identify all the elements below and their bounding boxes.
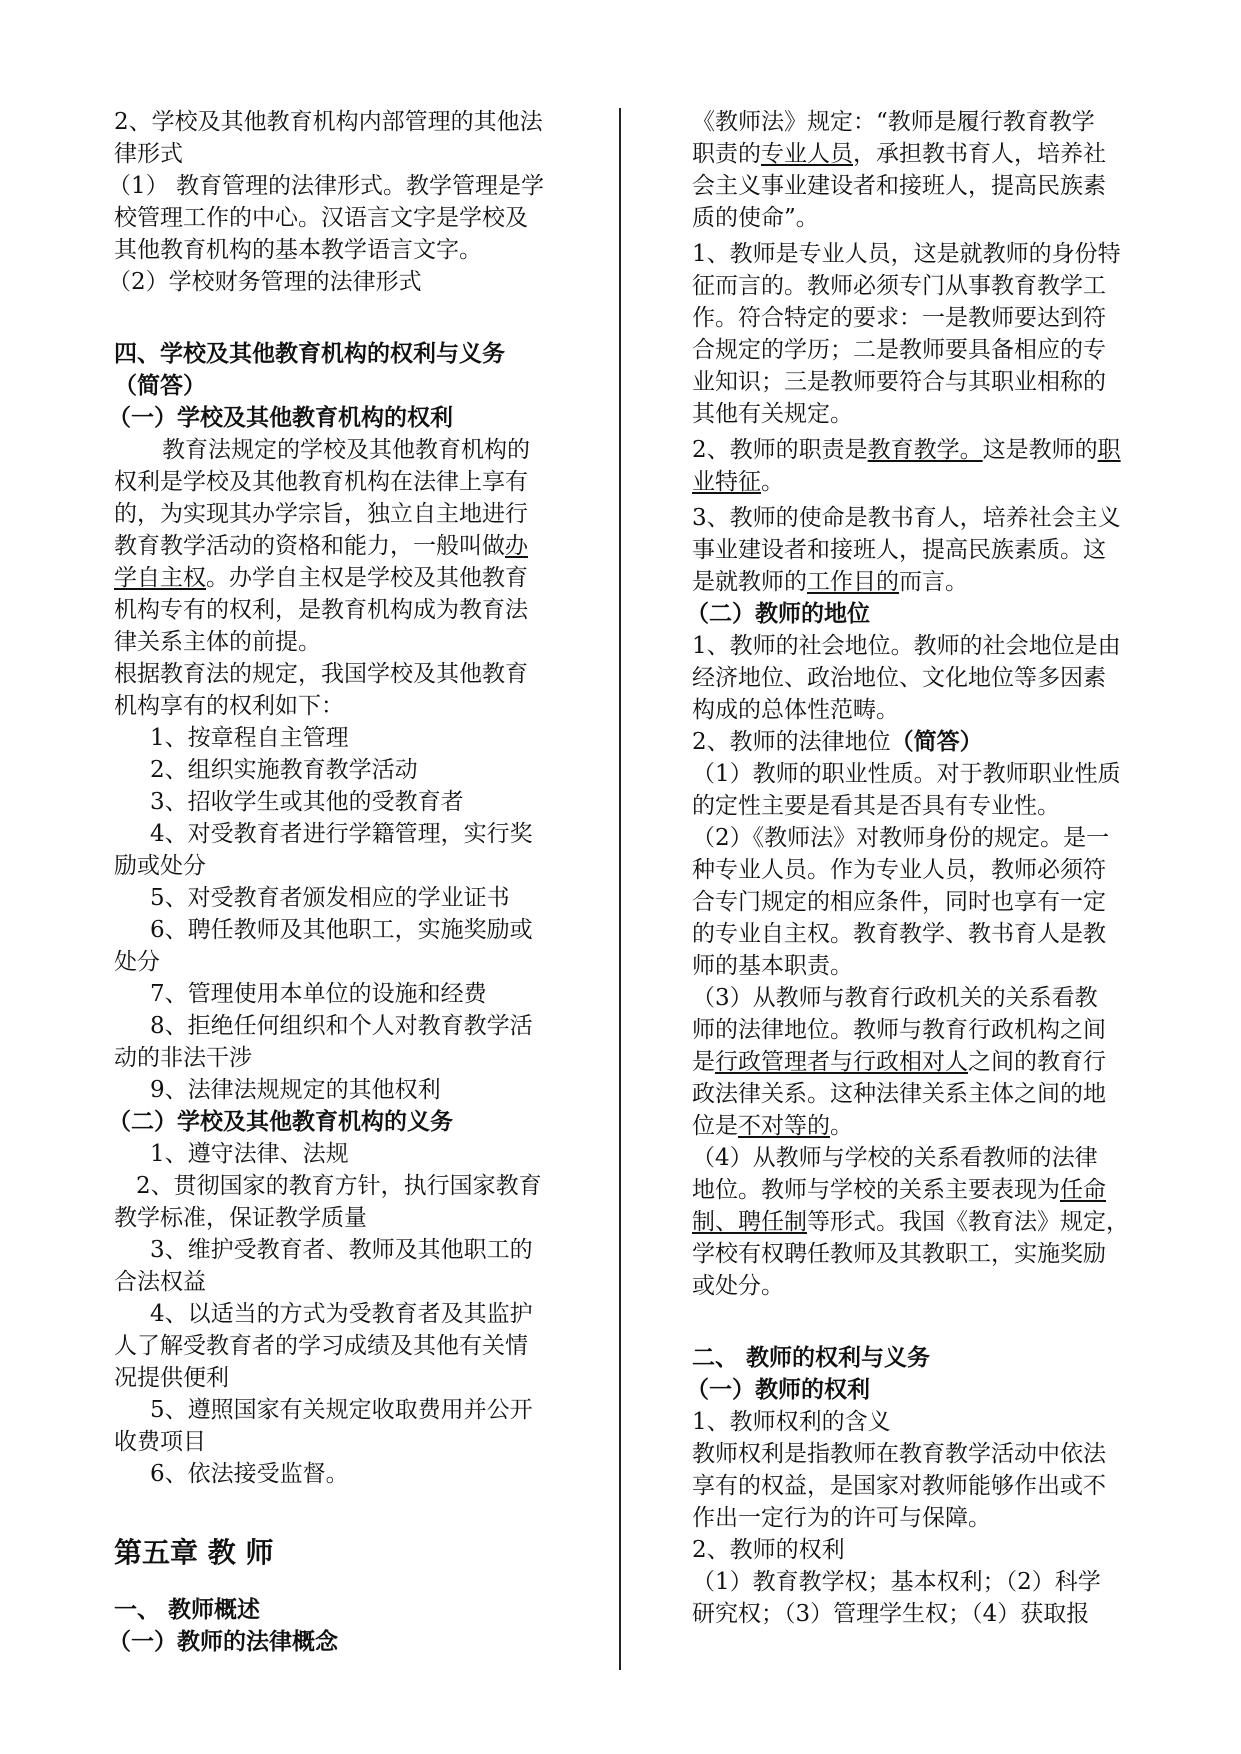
- text-segment: 6、依法接受监督。: [150, 1461, 349, 1487]
- text-line: [692, 138, 1106, 170]
- text-segment: 《教师法》规定：“教师是履行教育教学: [692, 109, 1095, 135]
- section-heading: [108, 1106, 453, 1138]
- text-segment: 3、招收学生或其他的受教育者: [150, 789, 464, 815]
- text-segment: （二）学校及其他教育机构的义务: [108, 1108, 453, 1135]
- section-heading: [108, 402, 453, 434]
- text-line: [114, 1362, 229, 1394]
- text-line: [136, 1170, 542, 1202]
- text-line: [150, 1394, 533, 1426]
- text-line: [692, 1566, 1101, 1598]
- text-line: [150, 722, 349, 754]
- text-segment: （1） 教育管理的法律形式。教学管理是学: [108, 173, 544, 199]
- text-line: [692, 886, 1106, 918]
- section-heading: [108, 1626, 338, 1658]
- text-segment: 人了解受教育者的学习成绩及其他有关情: [114, 1333, 528, 1359]
- text-line: [692, 982, 1098, 1014]
- text-segment: （2）学校财务管理的法律形式: [108, 269, 422, 295]
- text-segment: 学校有权聘任教师及其教职工，实施奖励: [692, 1241, 1106, 1267]
- text-segment: 1、教师的社会地位。教师的社会地位是由: [692, 633, 1121, 659]
- text-line: [692, 1270, 784, 1302]
- text-segment: 研究权；（3）管理学生权；（4）获取报: [692, 1601, 1090, 1627]
- text-segment: 3、教师的使命是教书育人，培养社会主义: [692, 505, 1121, 531]
- text-segment: 2、贯彻国家的教育方针，执行国家教育: [136, 1173, 542, 1199]
- text-segment: 教师权利是指教师在教育教学活动中依法: [692, 1441, 1106, 1467]
- text-segment: 合规定的学历；二是教师要具备相应的专: [692, 337, 1106, 363]
- text-segment: 权利是学校及其他教育机构在法律上享有: [114, 469, 528, 495]
- text-segment: 3、维护受教育者、教师及其他职工的: [150, 1237, 533, 1263]
- text-segment: 2、教师的权利: [692, 1537, 845, 1563]
- text-line: [692, 366, 1106, 398]
- text-segment: （简答）: [114, 372, 206, 399]
- text-segment: （4）从教师与学校的关系看教师的法律: [692, 1145, 1098, 1171]
- text-line: [692, 1470, 1106, 1502]
- text-segment: 律关系主体的前提。: [114, 629, 321, 655]
- text-segment: 师的基本职责。: [692, 953, 853, 979]
- text-line: [150, 1234, 533, 1266]
- section-heading: [692, 1342, 930, 1374]
- text-line: [150, 882, 510, 914]
- text-line: [114, 138, 183, 170]
- text-segment: （1）教师的职业性质。对于教师职业性质: [692, 761, 1121, 787]
- text-segment: （一）教师的法律概念: [108, 1628, 338, 1655]
- text-segment: 合专门规定的相应条件，同时也享有一定: [692, 889, 1106, 915]
- text-line: [692, 106, 1095, 138]
- text-segment: 经济地位、政治地位、文化地位等多因素: [692, 665, 1106, 691]
- text-segment: 2、学校及其他教育机构内部管理的其他法: [114, 109, 543, 135]
- text-line: [692, 1438, 1106, 1470]
- text-line: [108, 170, 544, 202]
- chapter-heading: [114, 1534, 274, 1572]
- text-line: [692, 1142, 1098, 1174]
- text-segment: 第五章 教 师: [114, 1536, 274, 1569]
- text-line: [692, 170, 1106, 202]
- underlined-term: 工作目的: [807, 569, 899, 595]
- text-line: [692, 694, 899, 726]
- text-segment: 其他教育机构的基本教学语言文字。: [114, 237, 482, 263]
- text-line: [162, 434, 530, 466]
- text-segment: 是: [692, 1049, 715, 1075]
- text-line: [692, 1206, 1129, 1238]
- text-line: [692, 790, 1060, 822]
- text-segment: 律形式: [114, 141, 183, 167]
- text-segment: 是就教师的: [692, 569, 807, 595]
- text-line: [150, 1298, 533, 1330]
- text-segment: 教学标准，保证教学质量: [114, 1205, 367, 1231]
- column-divider: [619, 108, 621, 1670]
- underlined-term: 行政管理者与行政相对人: [715, 1049, 968, 1075]
- text-segment: （一）教师的权利: [686, 1376, 870, 1403]
- text-segment: 其他有关规定。: [692, 401, 853, 427]
- text-line: [692, 1174, 1106, 1206]
- underlined-term: 职: [1097, 437, 1121, 463]
- section-heading: [114, 370, 206, 402]
- text-line: [114, 658, 528, 690]
- text-line: [692, 1078, 1106, 1110]
- text-segment: 。: [830, 1113, 853, 1139]
- text-segment: 享有的权益，是国家对教师能够作出或不: [692, 1473, 1106, 1499]
- text-segment: 职责的: [692, 141, 761, 167]
- text-line: [692, 1014, 1106, 1046]
- text-line: [692, 398, 853, 430]
- text-line: [114, 690, 344, 722]
- text-line: [150, 1010, 533, 1042]
- text-segment: 1、遵守法律、法规: [150, 1141, 349, 1167]
- text-line: [692, 1406, 891, 1438]
- text-segment: 教育教学活动的资格和能力，一般叫做: [114, 533, 505, 559]
- text-line: [692, 726, 983, 758]
- underlined-term: 不对等的: [738, 1113, 830, 1139]
- text-segment: 位是: [692, 1113, 738, 1139]
- text-line: [114, 594, 528, 626]
- text-segment: 5、对受教育者颁发相应的学业证书: [150, 885, 510, 911]
- text-segment: 政法律关系。这种法律关系主体之间的地: [692, 1081, 1106, 1107]
- text-segment: 1、按章程自主管理: [150, 725, 349, 751]
- text-segment: 动的非法干涉: [114, 1045, 252, 1071]
- underlined-term: 学自主权: [114, 565, 206, 591]
- text-segment: （一）学校及其他教育机构的权利: [108, 404, 453, 431]
- text-segment: 而言。: [899, 569, 968, 595]
- text-line: [692, 238, 1121, 270]
- text-line: [114, 1042, 252, 1074]
- underlined-term: 制、聘任制: [692, 1209, 807, 1235]
- text-line: [114, 1266, 206, 1298]
- text-line: [114, 498, 528, 530]
- text-line: [692, 334, 1106, 366]
- text-line: [114, 562, 528, 594]
- text-segment: 或处分。: [692, 1273, 784, 1299]
- text-line: [692, 270, 1106, 302]
- text-line: [692, 302, 1106, 334]
- text-line: [692, 1534, 845, 1566]
- text-line: [150, 1138, 349, 1170]
- text-line: [692, 434, 1121, 466]
- text-segment: 4、对受教育者进行学籍管理，实行奖: [150, 821, 533, 847]
- text-segment: 四、学校及其他教育机构的权利与义务: [114, 340, 505, 367]
- section-heading: [686, 1374, 870, 1406]
- text-segment: 师的法律地位。教师与教育行政机构之间: [692, 1017, 1106, 1043]
- text-line: [114, 946, 160, 978]
- text-line: [114, 466, 528, 498]
- text-line: [692, 1598, 1089, 1630]
- text-segment: 征而言的。教师必须专门从事教育教学工: [692, 273, 1106, 299]
- text-segment: 地位。教师与学校的关系主要表现为: [692, 1177, 1060, 1203]
- text-segment: 2、教师的法律地位: [692, 729, 891, 755]
- text-segment: 种专业人员。作为专业人员，教师必须符: [692, 857, 1106, 883]
- text-segment: 6、聘任教师及其他职工，实施奖励或: [150, 917, 533, 943]
- text-line: [692, 1110, 853, 1142]
- text-line: [114, 1330, 528, 1362]
- text-segment: 合法权益: [114, 1269, 206, 1295]
- text-line: [692, 662, 1106, 694]
- text-line: [692, 758, 1121, 790]
- text-line: [114, 234, 482, 266]
- text-line: [692, 854, 1106, 886]
- text-segment: 9、法律法规规定的其他权利: [150, 1077, 441, 1103]
- text-line: [692, 502, 1121, 534]
- text-segment: 。: [761, 469, 784, 495]
- text-segment: 机构专有的权利，是教育机构成为教育法: [114, 597, 528, 623]
- text-segment: （1）教育教学权；基本权利；（2）科学: [692, 1569, 1101, 1595]
- text-line: [150, 978, 487, 1010]
- text-line: [692, 1046, 1106, 1078]
- text-line: [692, 1502, 991, 1534]
- section-heading: [686, 598, 870, 630]
- text-line: [692, 1238, 1106, 1270]
- text-line: [692, 918, 1106, 950]
- text-segment: 会主义事业建设者和接班人，提高民族素: [692, 173, 1106, 199]
- text-line: [108, 266, 422, 298]
- text-segment: 收费项目: [114, 1429, 206, 1455]
- text-segment: 事业建设者和接班人，提高民族素质。这: [692, 537, 1106, 563]
- text-segment: 之间的教育行: [968, 1049, 1106, 1075]
- text-line: [114, 530, 528, 562]
- text-segment: 质的使命”。: [692, 205, 819, 231]
- text-segment: 教育法规定的学校及其他教育机构的: [162, 437, 530, 463]
- text-segment: 根据教育法的规定，我国学校及其他教育: [114, 661, 528, 687]
- text-line: [114, 1426, 206, 1458]
- text-segment: 5、遵照国家有关规定收取费用并公开: [150, 1397, 533, 1423]
- text-line: [692, 566, 968, 598]
- text-segment: 这是教师的: [982, 437, 1098, 463]
- text-segment: （3）从教师与教育行政机关的关系看教: [692, 985, 1098, 1011]
- text-segment: 作。符合特定的要求：一是教师要达到符: [692, 305, 1106, 331]
- text-line: [114, 850, 206, 882]
- text-line: [150, 1074, 441, 1106]
- text-segment: （简答）: [890, 728, 983, 755]
- text-segment: （2）《教师法》对教师身份的规定。是一: [692, 825, 1110, 851]
- text-segment: 业知识；三是教师要符合与其职业相称的: [692, 369, 1106, 395]
- text-line: [692, 630, 1121, 662]
- text-line: [692, 202, 819, 234]
- text-line: [150, 1458, 349, 1490]
- underlined-term: 任命: [1060, 1177, 1106, 1203]
- underlined-term: 业特征: [692, 469, 761, 495]
- text-segment: 的，为实现其办学宗旨，独立自主地进行: [114, 501, 528, 527]
- text-line: [692, 534, 1106, 566]
- text-segment: 校管理工作的中心。汉语言文字是学校及: [114, 205, 528, 231]
- text-segment: 1、教师是专业人员，这是就教师的身份特: [692, 241, 1121, 267]
- text-segment: 构成的总体性范畴。: [692, 697, 899, 723]
- text-segment: 况提供便利: [114, 1365, 229, 1391]
- text-segment: 一、 教师概述: [114, 1596, 261, 1623]
- text-segment: 处分: [114, 949, 160, 975]
- section-heading: [114, 1594, 260, 1626]
- text-line: [150, 754, 418, 786]
- text-segment: 励或处分: [114, 853, 206, 879]
- text-segment: 的专业自主权。教育教学、教书育人是教: [692, 921, 1106, 947]
- text-segment: 7、管理使用本单位的设施和经费: [150, 981, 487, 1007]
- text-line: [114, 202, 528, 234]
- text-line: [692, 950, 853, 982]
- text-line: [150, 914, 533, 946]
- text-segment: 。办学自主权是学校及其他教育: [206, 565, 528, 591]
- text-line: [150, 818, 533, 850]
- text-line: [150, 786, 464, 818]
- underlined-term: 办: [505, 533, 528, 559]
- text-line: [692, 822, 1109, 854]
- text-segment: 的定性主要是看其是否具有专业性。: [692, 793, 1060, 819]
- text-line: [114, 106, 543, 138]
- text-segment: 4、以适当的方式为受教育者及其监护: [150, 1301, 533, 1327]
- text-segment: 等形式。我国《教育法》规定，: [807, 1209, 1129, 1235]
- text-segment: 二、 教师的权利与义务: [692, 1344, 931, 1371]
- text-segment: 1、教师权利的含义: [692, 1409, 891, 1435]
- text-segment: 2、教师的职责是: [692, 437, 868, 463]
- text-segment: 2、组织实施教育教学活动: [150, 757, 418, 783]
- underlined-term: 专业人员: [761, 141, 853, 167]
- text-segment: （二）教师的地位: [686, 600, 870, 627]
- text-segment: 作出一定行为的许可与保障。: [692, 1505, 991, 1531]
- text-segment: 机构享有的权利如下：: [114, 693, 344, 719]
- text-segment: ，承担教书育人，培养社: [853, 141, 1106, 167]
- text-line: [114, 626, 321, 658]
- text-line: [692, 466, 784, 498]
- underlined-term: 教育教学。: [867, 437, 983, 463]
- text-line: [114, 1202, 367, 1234]
- text-segment: 8、拒绝任何组织和个人对教育教学活: [150, 1013, 533, 1039]
- section-heading: [114, 338, 505, 370]
